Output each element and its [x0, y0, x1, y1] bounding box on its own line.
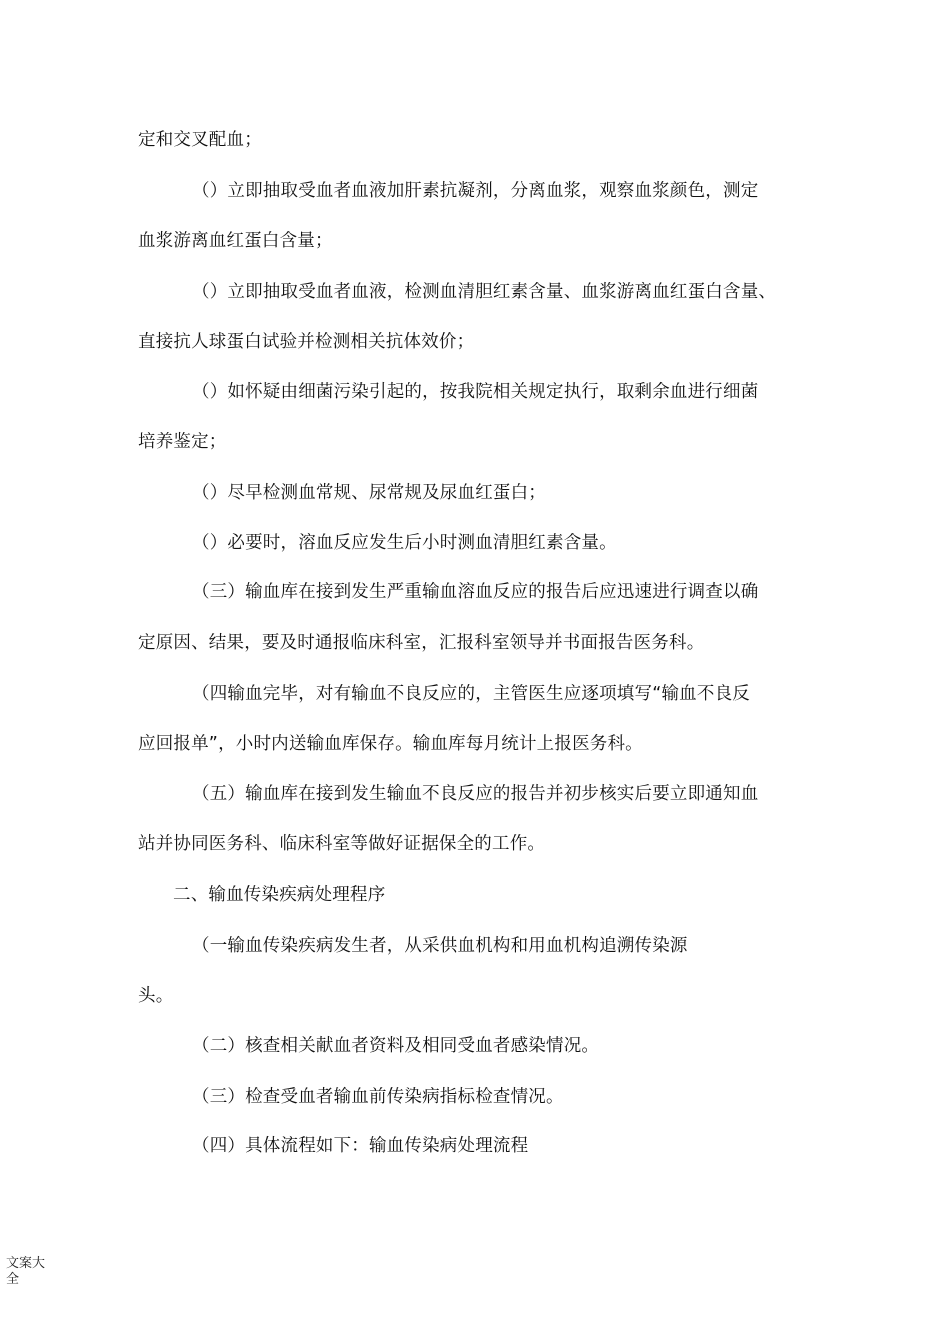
text-line: （三）检查受血者输血前传染病指标检查情况。	[192, 1087, 564, 1107]
text-line: （四）具体流程如下：输血传染病处理流程	[192, 1136, 529, 1156]
text-line: （）尽早检测血常规、尿常规及尿血红蛋白；	[192, 483, 546, 503]
text-line: （）如怀疑由细菌污染引起的，按我院相关规定执行，取剩余血进行细菌	[192, 382, 759, 402]
text-line: （四输血完毕，对有输血不良反应的，主管医生应逐项填写“输血不良反	[192, 684, 750, 704]
text-line: 定和交叉配血；	[138, 130, 262, 150]
text-line: （五）输血库在接到发生输血不良反应的报告并初步核实后要立即通知血	[192, 784, 759, 804]
text-line: 血浆游离血红蛋白含量；	[138, 231, 333, 251]
text-line: （）立即抽取受血者血液加肝素抗凝剂，分离血浆，观察血浆颜色，测定	[192, 181, 759, 201]
text-line: 应回报单”，小时内送输血库保存。输血库每月统计上报医务科。	[138, 734, 643, 754]
text-line: （二）核查相关献血者资料及相同受血者感染情况。	[192, 1036, 600, 1056]
text-line: 站并协同医务科、临床科室等做好证据保全的工作。	[138, 834, 546, 854]
text-line: 头。	[138, 986, 174, 1006]
text-line: （）立即抽取受血者血液，检测血清胆红素含量、血浆游离血红蛋白含量、	[192, 282, 777, 302]
text-line: （一输血传染疾病发生者，从采供血机构和用血机构追溯传染源	[192, 936, 688, 956]
text-line: 培养鉴定；	[138, 432, 227, 452]
section-heading: 二、输血传染疾病处理程序	[173, 885, 386, 905]
text-line: （）必要时，溶血反应发生后小时测血清胆红素含量。	[192, 533, 617, 553]
text-line: 直接抗人球蛋白试验并检测相关抗体效价；	[138, 332, 475, 352]
footer-watermark: 文案大全	[6, 1256, 46, 1287]
text-line: 定原因、结果，要及时通报临床科室，汇报科室领导并书面报告医务科。	[138, 633, 705, 653]
text-line: （三）输血库在接到发生严重输血溶血反应的报告后应迅速进行调查以确	[192, 582, 759, 602]
